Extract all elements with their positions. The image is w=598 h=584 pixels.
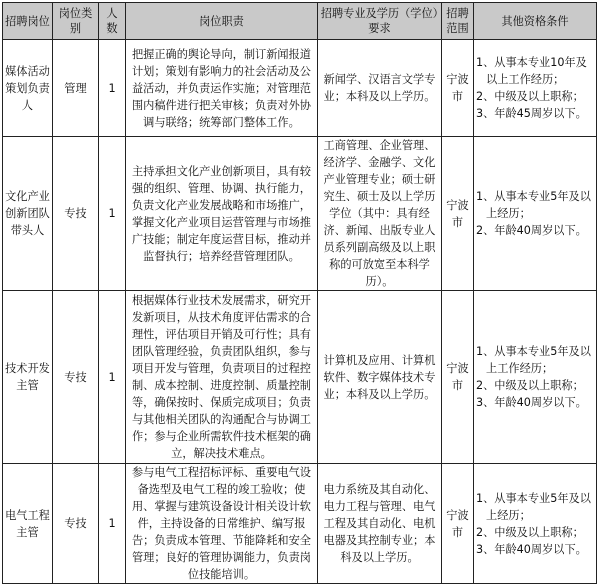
position-requirements: 电力系统及其自动化、电力工程与管理、电气工程及其自动化、电机电器及其控制专业；本科及以上学历。: [318, 464, 442, 584]
position-requirements: 计算机及应用、计算机软件、数字媒体技术专业；本科及以上学历。: [318, 291, 442, 464]
position-duties: 参与电气工程招标评标、重要电气设备选型及电气工程的竣工验收；使用、掌握与建筑设备设计相关设计软件，主持设备的日常维护、编写报告；负责成本管理、节能降耗和安全管理；良好的管理协调能力，负责岗位技能培训。: [126, 464, 318, 584]
position-other: [474, 137, 597, 291]
position-title: 电气工程主管: [3, 464, 53, 584]
position-requirements: 工商管理、企业管理、经济学、金融学、文化产业管理专业；硕士研究生、硕士及以上学历学位（其中：具有经济、新闻、出版专业人员系列副高级及以上职称的可放宽至本科学历）。: [318, 137, 442, 291]
table-header-row: [3, 3, 597, 40]
table-row: [3, 137, 597, 291]
position-category: 专技: [53, 291, 99, 464]
table-row: [3, 40, 597, 137]
position-location: 宁波市: [442, 137, 474, 291]
position-other: [474, 464, 597, 584]
position-count: 1: [99, 291, 126, 464]
other-condition-item: 2、中级及以上职称；: [476, 379, 584, 392]
other-condition-item: 2、中级及以上职称；: [476, 525, 584, 539]
position-duties: 根据媒体行业技术发展需求，研究开发新项目，从技术角度评估需求的合理性，评估项目开销及可行性；具有团队管理经验，负责团队组织，参与项目开发与管理，负责项目的过程控制、成本控制、进度控制、质量控制等，确保按时、保质完成项目；负责与其他相关团队的沟通配合与协调工作；参与企业所需软件技术框架的确立，解决技术难点。: [126, 291, 318, 464]
other-condition-item: 2、年龄40周岁以下。: [476, 224, 587, 237]
position-other: [474, 291, 597, 464]
position-duties: 主持承担文化产业创新项目，具有较强的组织、管理、协调、执行能力，负责文化产业发展战略和市场推广，掌握文化产业项目运营管理与市场推广技能；制定年度运营目标，推动并监督执行；培养经营管理团队。: [126, 137, 318, 291]
position-duties: 把握正确的舆论导向，制订新闻报道计划；策划有影响力的社会活动及公益活动，并负责运作实施；对管理范围内稿件进行把关审核；负责对外协调与联络；统筹部门整体工作。: [126, 40, 318, 137]
position-category: 专技: [53, 464, 99, 584]
position-category: 专技: [53, 137, 99, 291]
other-condition-item: 1、从事本专业10年及以上工作经历；: [476, 56, 587, 86]
position-count: 1: [99, 137, 126, 291]
recruitment-table: [2, 2, 597, 584]
position-count: 1: [99, 40, 126, 137]
other-condition-item: 1、从事本专业5年及以上经历；: [476, 190, 591, 220]
header-other: 其他资格条件: [474, 3, 597, 40]
header-position: 招聘岗位: [3, 3, 53, 40]
other-condition-item: 2、中级及以上职称；: [476, 90, 584, 103]
position-category: 管理: [53, 40, 99, 137]
position-title: 文化产业创新团队带头人: [3, 137, 53, 291]
header-duties: 岗位职责: [126, 3, 318, 40]
other-condition-item: 1、从事本专业5年及以上工作经历；: [476, 345, 591, 375]
position-location: 宁波市: [442, 464, 474, 584]
other-condition-item: 3、年龄40周岁以下。: [476, 396, 587, 409]
other-condition-item: 3、年龄40周岁以下。: [476, 542, 587, 556]
position-title: 技术开发主管: [3, 291, 53, 464]
header-count: 人数: [99, 3, 126, 40]
header-requirements: 招聘专业及学历（学位）要求: [318, 3, 442, 40]
other-condition-item: 1、从事本专业5年及以上经历；: [476, 491, 591, 522]
table-row: [3, 291, 597, 464]
table-row: [3, 464, 597, 584]
other-condition-item: 3、年龄45周岁以下。: [476, 107, 587, 120]
position-location: 宁波市: [442, 291, 474, 464]
position-location: 宁波市: [442, 40, 474, 137]
position-other: [474, 40, 597, 137]
position-count: 1: [99, 464, 126, 584]
header-category: 岗位类别: [53, 3, 99, 40]
position-requirements: 新闻学、汉语言文学专业；本科及以上学历。: [318, 40, 442, 137]
position-title: 媒体活动策划负责人: [3, 40, 53, 137]
header-location: 招聘范围: [442, 3, 474, 40]
